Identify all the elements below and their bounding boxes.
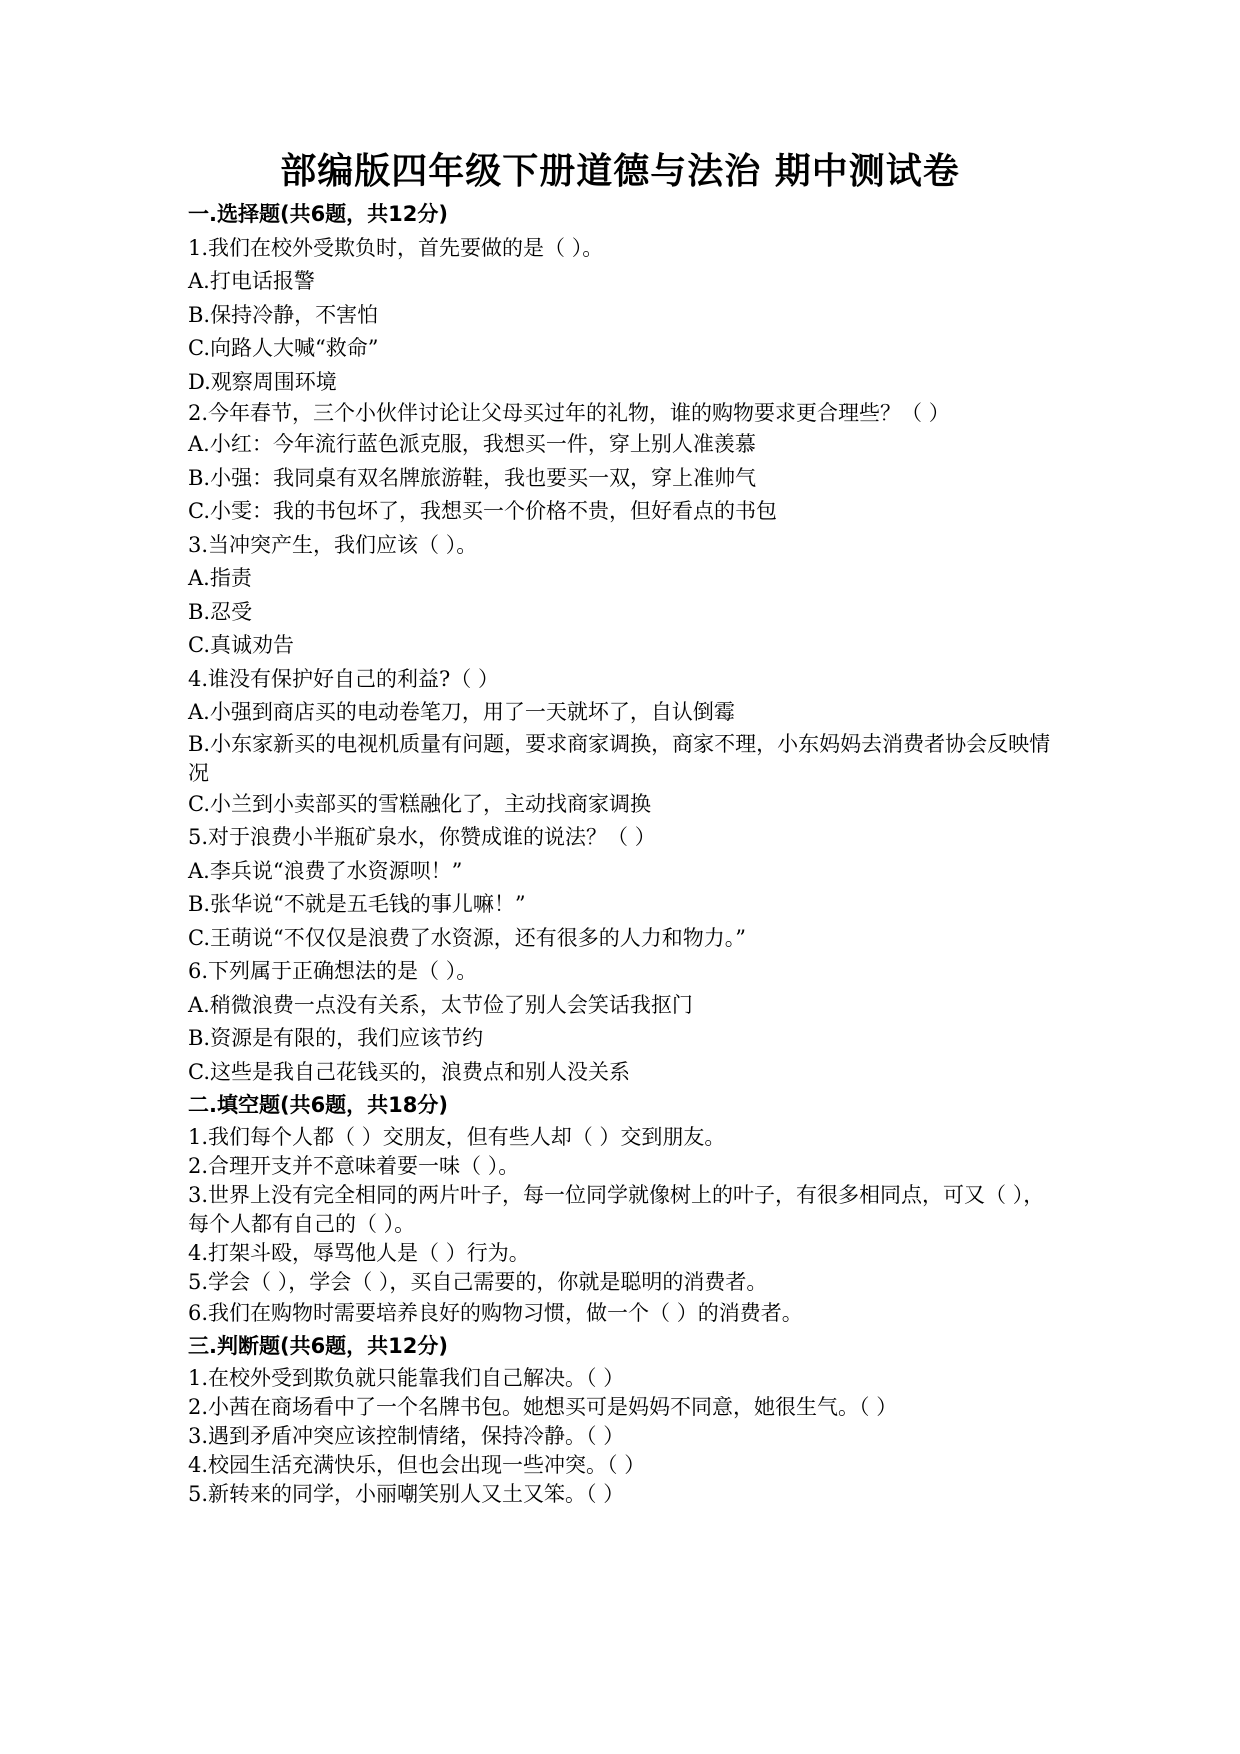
section-heading: 二.填空题(共6题，共18分) [188, 1093, 449, 1117]
answer-option: A.小红：今年流行蓝色派克服，我想买一件，穿上别人准羡慕 [188, 432, 756, 456]
question-text: 4.校园生活充满快乐，但也会出现一些冲突。（ ） [188, 1452, 646, 1477]
question-text: 2.今年春节，三个小伙伴讨论让父母买过年的礼物，谁的购物要求更合理些？（ ） [188, 401, 950, 425]
answer-option: B.保持冷静，不害怕 [188, 302, 379, 327]
question-text: 1.我们在校外受欺负时，首先要做的是（ ）。 [188, 235, 604, 260]
question-text: 5.学会（ ），学会（ ），买自己需要的，你就是聪明的消费者。 [188, 1269, 768, 1294]
answer-option: C.王萌说“不仅仅是浪费了水资源，还有很多的人力和物力。” [188, 925, 746, 950]
answer-option: B.忍受 [188, 599, 253, 624]
answer-option: C.小雯：我的书包坏了，我想买一个价格不贵，但好看点的书包 [188, 499, 777, 523]
answer-option: B.资源是有限的，我们应该节约 [188, 1026, 484, 1050]
answer-option: B.张华说“不就是五毛钱的事儿嘛！” [188, 892, 526, 916]
question-text: 6.下列属于正确想法的是（ ）。 [188, 959, 478, 983]
question-text: 2.合理开支并不意味着要一味（ ）。 [188, 1153, 520, 1178]
answer-option: A.指责 [188, 566, 252, 590]
answer-option: C.真诚劝告 [188, 633, 294, 657]
question-text: 3.世界上没有完全相同的两片叶子，每一位同学就像树上的叶子，有很多相同点，可又（ ），每个人都有自己的（ ）。 [188, 1182, 1045, 1236]
answer-option: A.稍微浪费一点没有关系，太节俭了别人会笑话我抠门 [188, 992, 693, 1017]
answer-option: A.打电话报警 [188, 269, 315, 293]
answer-option: C.小兰到小卖部买的雪糕融化了，主动找商家调换 [188, 791, 651, 816]
answer-option: B.小东家新买的电视机质量有问题，要求商家调换，商家不理，小东妈妈去消费者协会反映情况 [188, 731, 1051, 785]
section-true-false [188, 1330, 1056, 1509]
question-text: 4.谁没有保护好自己的利益?（ ） [188, 666, 499, 691]
page-title: 部编版四年级下册道德与法治 期中测试卷 [280, 151, 960, 192]
question-text: 5.对于浪费小半瓶矿泉水，你赞成谁的说法？（ ） [188, 825, 656, 849]
question-text: 4.打架斗殴，辱骂他人是（ ）行为。 [188, 1240, 530, 1265]
question-text: 1.在校外受到欺负就只能靠我们自己解决。（ ） [188, 1365, 625, 1390]
answer-option: B.小强：我同桌有双名牌旅游鞋，我也要买一双，穿上准帅气 [188, 465, 757, 490]
section-fill-in-blank [188, 1089, 1056, 1330]
question-text: 3.遇到矛盾冲突应该控制情绪，保持冷静。（ ） [188, 1423, 625, 1448]
answer-option: C.向路人大喊“救命” [188, 336, 379, 360]
exam-content [188, 198, 1056, 1509]
section-heading: 三.判断题(共6题，共12分) [188, 1334, 449, 1358]
question-text: 2.小茜在商场看中了一个名牌书包。她想买可是妈妈不同意，她很生气。（ ） [188, 1394, 898, 1419]
answer-option: C.这些是我自己花钱买的，浪费点和别人没关系 [188, 1059, 630, 1084]
question-text: 3.当冲突产生，我们应该（ ）。 [188, 532, 478, 557]
section-multiple-choice [188, 198, 1056, 1089]
answer-option: D.观察周围环境 [188, 369, 337, 394]
section-heading: 一.选择题(共6题，共12分) [188, 202, 449, 226]
question-text: 5.新转来的同学，小丽嘲笑别人又土又笨。（ ） [188, 1481, 625, 1506]
answer-option: A.小强到商店买的电动卷笔刀，用了一天就坏了，自认倒霉 [188, 700, 735, 724]
question-text: 6.我们在购物时需要培养良好的购物习惯，做一个（ ）的消费者。 [188, 1300, 803, 1325]
answer-option: A.李兵说“浪费了水资源呗！” [188, 858, 463, 883]
question-text: 1.我们每个人都（ ）交朋友，但有些人却（ ）交到朋友。 [188, 1124, 726, 1149]
